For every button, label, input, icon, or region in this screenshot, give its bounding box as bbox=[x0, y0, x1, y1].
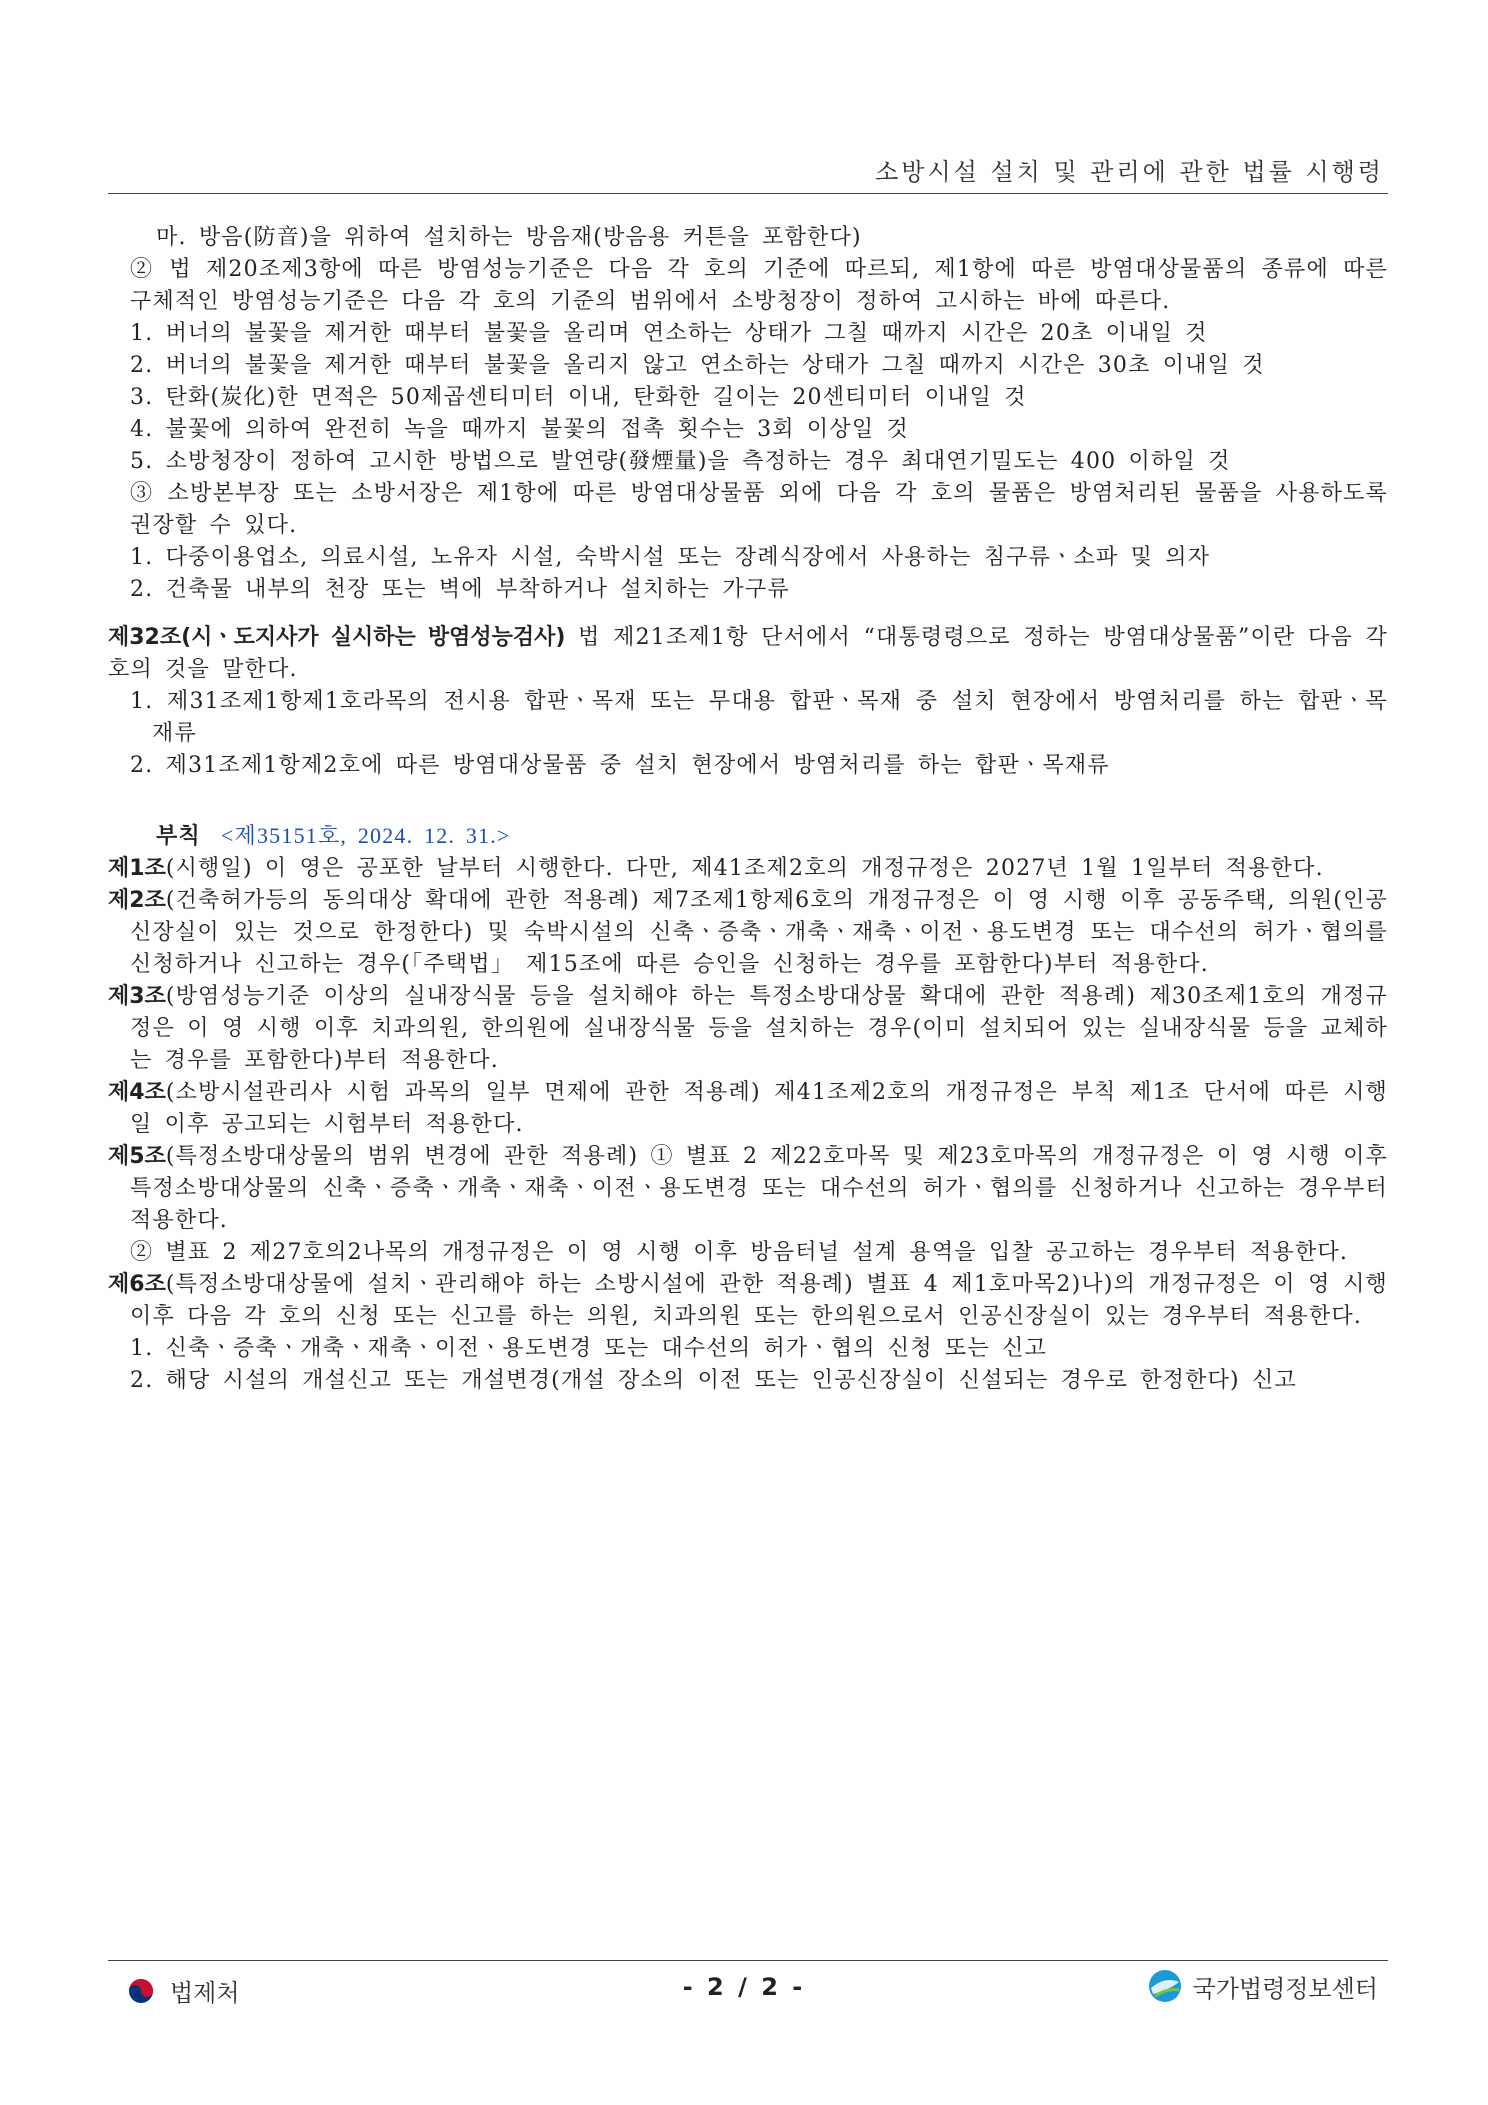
addenda-article-3-text: (방염성능기준 이상의 실내장식물 등을 설치해야 하는 특정소방대상물 확대에 관한 적용례) 제30조제1호의 개정규정은 이 영 시행 이후 치과의원, 한의원에 실내장식물 등을 설치하는 경우(이미 설치되어 있는 실내장식물 등을 교체하는 경우를 포함한다)부터 적용한다. bbox=[130, 984, 1388, 1073]
document-body bbox=[108, 222, 1388, 1397]
paragraph-3: ③ 소방본부장 또는 소방서장은 제1항에 따른 방염대상물품 외에 다음 각 호의 물품은 방염처리된 물품을 사용하도록 권장할 수 있다. bbox=[130, 481, 1388, 538]
addenda-article-6-text: (특정소방대상물에 설치ㆍ관리해야 하는 소방시설에 관한 적용례) 별표 4 제1호마목2)나)의 개정규정은 이 영 시행 이후 다음 각 호의 신청 또는 신고를 하는 의원, 치과의원 또는 한의원으로서 인공신장실이 있는 경우부터 적용한다. bbox=[130, 1272, 1388, 1329]
article-32-title: 제32조(시ㆍ도지사가 실시하는 방염성능검사) bbox=[108, 625, 566, 650]
addenda-article-2 bbox=[108, 885, 1388, 981]
article-32-text: 법 제21조제1항 단서에서 “대통령령으로 정하는 방염대상물품”이란 다음 각 호의 것을 말한다. bbox=[108, 625, 1388, 682]
article-32 bbox=[108, 622, 1388, 686]
addenda-article-6-item-2: 2. 해당 시설의 개설신고 또는 개설변경(개설 장소의 이전 또는 인공신장실이 신설되는 경우로 한정한다) 신고 bbox=[130, 1368, 1297, 1393]
article-32-item-1: 1. 제31조제1항제1호라목의 전시용 합판ㆍ목재 또는 무대용 합판ㆍ목재 중 설치 현장에서 방염처리를 하는 합판ㆍ목재류 bbox=[130, 689, 1388, 746]
addenda-reference-link[interactable]: <제35151호, 2024. 12. 31.> bbox=[220, 823, 511, 848]
page-number: - 2 / 2 - bbox=[682, 1973, 806, 2001]
paragraph-2: ② 법 제20조제3항에 따른 방염성능기준은 다음 각 호의 기준에 따르되, 제1항에 따른 방염대상물품의 종류에 따른 구체적인 방염성능기준은 다음 각 호의 기준의 범위에서 소방청장이 정하여 고시하는 바에 따른다. bbox=[130, 257, 1388, 314]
addenda-article-5-text: (특정소방대상물의 범위 변경에 관한 적용례) ① 별표 2 제22호마목 및 제23호마목의 개정규정은 이 영 시행 이후 특정소방대상물의 신축ㆍ증축ㆍ개축ㆍ재축ㆍ이전ㆍ용도변경 또는 대수선의 허가ㆍ협의를 신청하거나 신고하는 경우부터 적용한다. bbox=[130, 1144, 1388, 1233]
globe-logo-icon bbox=[1147, 1968, 1183, 2004]
article-32-item-2: 2. 제31조제1항제2호에 따른 방염대상물품 중 설치 현장에서 방염처리를 하는 합판ㆍ목재류 bbox=[130, 753, 1110, 778]
header-divider bbox=[108, 193, 1388, 194]
criteria-4: 4. 불꽃에 의하여 완전히 녹을 때까지 불꽃의 접촉 횟수는 3회 이상일 것 bbox=[130, 417, 909, 442]
addenda-article-4-text: (소방시설관리사 시험 과목의 일부 면제에 관한 적용례) 제41조제2호의 개정규정은 부칙 제1조 단서에 따른 시행일 이후 공고되는 시험부터 적용한다. bbox=[130, 1080, 1388, 1137]
addenda-article-1-text: (시행일) 이 영은 공포한 날부터 시행한다. 다만, 제41조제2호의 개정규정은 2027년 1월 1일부터 적용한다. bbox=[165, 856, 1324, 881]
criteria-5: 5. 소방청장이 정하여 고시한 방법으로 발연량(發煙量)을 측정하는 경우 최대연기밀도는 400 이하일 것 bbox=[130, 449, 1231, 474]
addenda-heading bbox=[108, 820, 1388, 853]
footer-right bbox=[1147, 1968, 1378, 2004]
addenda-article-5 bbox=[108, 1141, 1388, 1237]
addenda-article-4-title: 제4조 bbox=[108, 1080, 166, 1105]
addenda-label: 부칙 bbox=[156, 824, 201, 849]
addenda-article-2-text: (건축허가등의 동의대상 확대에 관한 적용례) 제7조제1항제6호의 개정규정은 이 영 시행 이후 공동주택, 의원(인공신장실이 있는 것으로 한정한다) 및 숙박시설의 신축ㆍ증축ㆍ개축ㆍ재축ㆍ이전ㆍ용도변경 또는 대수선의 허가ㆍ협의를 신청하거나 신고하는 경우(「주택법」 제15조에 따른 승인을 신청하는 경우를 포함한다)부터 적용한다. bbox=[130, 888, 1388, 977]
addenda-article-3-title: 제3조 bbox=[108, 984, 166, 1009]
footer-divider bbox=[108, 1960, 1388, 1961]
criteria-1: 1. 버너의 불꽃을 제거한 때부터 불꽃을 올리며 연소하는 상태가 그칠 때까지 시간은 20초 이내일 것 bbox=[130, 321, 1208, 346]
addenda-article-6 bbox=[108, 1269, 1388, 1333]
addenda-article-2-title: 제2조 bbox=[108, 888, 166, 913]
addenda-article-6-title: 제6조 bbox=[108, 1272, 166, 1297]
addenda-article-1 bbox=[108, 853, 1388, 885]
footer-left-label: 법제처 bbox=[170, 1979, 240, 2007]
criteria-2: 2. 버너의 불꽃을 제거한 때부터 불꽃을 올리지 않고 연소하는 상태가 그칠 때까지 시간은 30초 이내일 것 bbox=[130, 353, 1265, 378]
criteria-3: 3. 탄화(炭化)한 면적은 50제곱센티미터 이내, 탄화한 길이는 20센티미터 이내일 것 bbox=[130, 385, 1027, 410]
addenda-article-5-title: 제5조 bbox=[108, 1144, 166, 1169]
item-ma: 마. 방음(防音)을 위하여 설치하는 방음재(방음용 커튼을 포함한다) bbox=[156, 225, 862, 250]
recommend-1: 1. 다중이용업소, 의료시설, 노유자 시설, 숙박시설 또는 장례식장에서 사용하는 침구류ㆍ소파 및 의자 bbox=[130, 545, 1211, 570]
footer-right-label: 국가법령정보센터 bbox=[1192, 1974, 1378, 2003]
addenda-article-4 bbox=[108, 1077, 1388, 1141]
addenda-article-6-item-1: 1. 신축ㆍ증축ㆍ개축ㆍ재축ㆍ이전ㆍ용도변경 또는 대수선의 허가ㆍ협의 신청 또는 신고 bbox=[130, 1336, 1048, 1361]
addenda-article-3 bbox=[108, 981, 1388, 1077]
addenda-article-5-paragraph-2: ② 별표 2 제27호의2나목의 개정규정은 이 영 시행 이후 방음터널 설계 용역을 입찰 공고하는 경우부터 적용한다. bbox=[130, 1240, 1349, 1265]
recommend-2: 2. 건축물 내부의 천장 또는 벽에 부착하거나 설치하는 가구류 bbox=[130, 577, 790, 602]
addenda-article-1-title: 제1조 bbox=[108, 856, 166, 881]
document-title: 소방시설 설치 및 관리에 관한 법률 시행령 bbox=[875, 158, 1384, 186]
